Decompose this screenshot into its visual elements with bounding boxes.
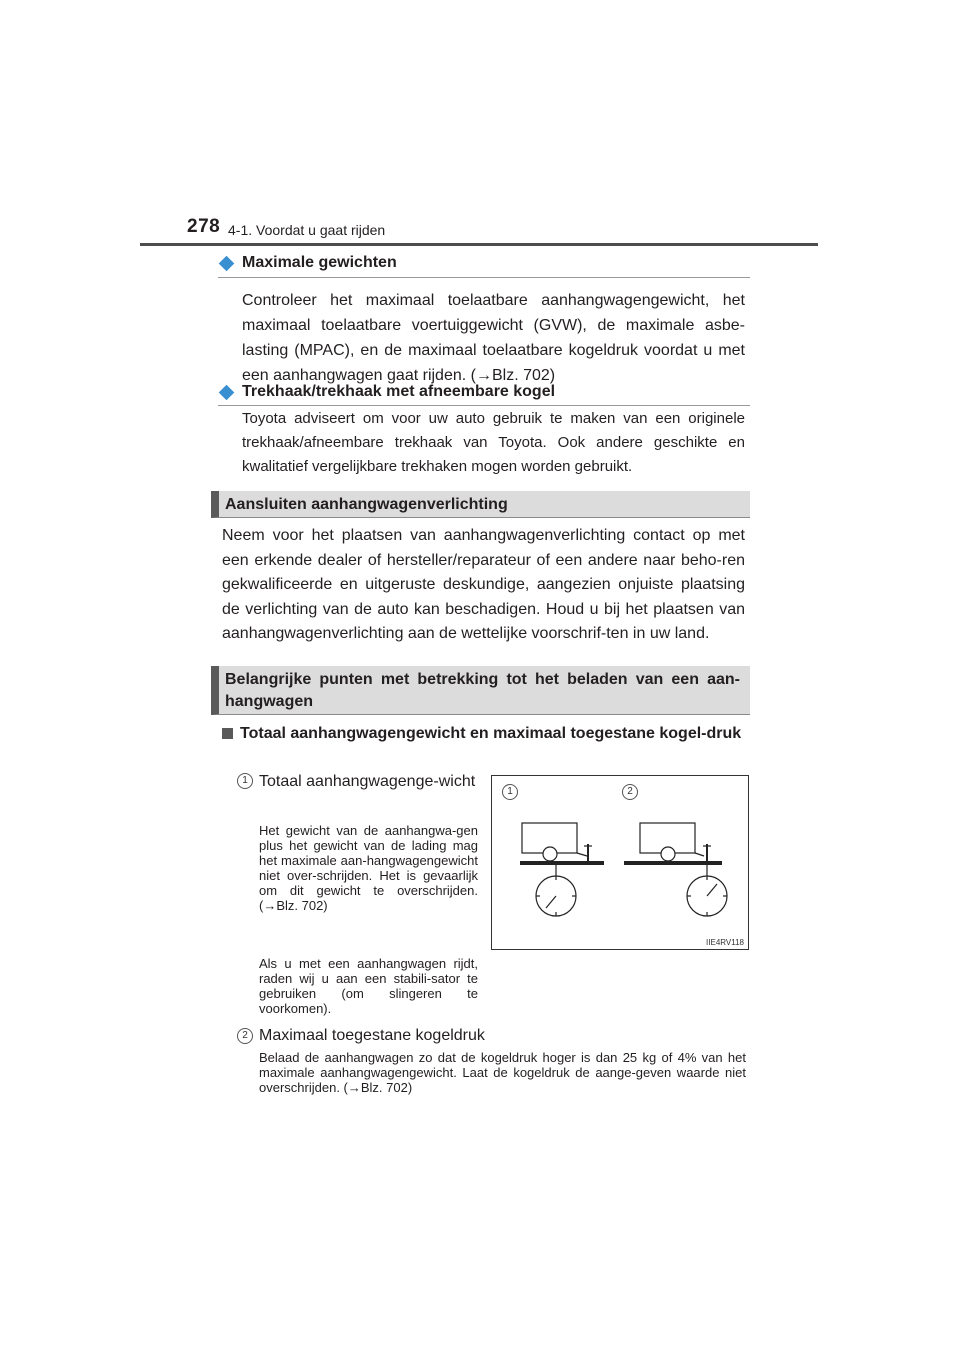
item-1-text: Het gewicht van de aanhangwa-gen plus het gewicht van de lading mag het maximale aan-hangwagengewicht niet over-schrijden. Het is gevaarlijk om dit gewicht te overschrijden. (→Blz. 702) — [259, 823, 478, 913]
divider — [218, 277, 750, 278]
max-weights-text: Controleer het maximaal toelaatbare aanhangwagengewicht, het maximaal toelaatbare voertuiggewicht (GVW), de maximale asbe-lasting (MPAC), en de maximaal toelaatbare kogeldruk voordat u met een aanhangwagen gaat rijden. (→Blz. 702) — [242, 292, 745, 384]
trailer-weight-figure — [491, 775, 749, 950]
figure-label-1: 1 — [502, 784, 518, 800]
loading-subheading: Totaal aanhangwagengewicht en maximaal toegestane kogel-druk — [222, 722, 747, 746]
lighting-section-title: Aansluiten aanhangwagenverlichting — [211, 491, 750, 518]
lighting-text: Neem voor het plaatsen van aanhangwagenverlichting contact op met een erkende dealer of hersteller/reparateur of een andere naar beho-ren gekwalificeerde en uitgeruste deskundige, aangezien onjuiste plaatsing de verlichting van de auto kan beschadigen. Houd u bij het plaatsen van aanhangwagenverlichting aan de wettelijke voorschrif-ten in uw land. — [222, 527, 745, 642]
diamond-icon — [219, 255, 235, 271]
trailer-scale-icon — [492, 796, 748, 946]
item-2-text: Belaad de aanhangwagen zo dat de kogeldruk hoger is dan 25 kg of 4% van het maximale aanhangwagengewicht. Laat de kogeldruk de aange-geven waarde niet overschrijden. (→Blz. 702) — [259, 1050, 746, 1095]
towbar-text: Toyota adviseert om voor uw auto gebruik te maken van een originele trekhaak/afneembare trekhaak van Toyota. Ook andere geschikte en kwalitatief vergelijkbare trekhaken mogen worden gebruikt. — [242, 410, 745, 475]
item-number-2: 2 — [237, 1028, 253, 1044]
item-2-title: Maximaal toegestane kogeldruk — [259, 1027, 485, 1044]
towbar-heading: Trekhaak/trekhaak met afneembare kogel — [218, 383, 555, 401]
diamond-icon — [219, 384, 235, 400]
header-rule — [140, 243, 818, 246]
item-1-title: Totaal aanhangwagenge-wicht — [259, 773, 476, 790]
divider — [218, 405, 750, 406]
square-bullet-icon — [222, 728, 233, 739]
loading-section-title: Belangrijke punten met betrekking tot het beladen van een aan-hangwagen — [211, 666, 750, 715]
max-weights-heading: Maximale gewichten — [218, 254, 397, 272]
figure-label-2: 2 — [622, 784, 638, 800]
item-1-note: Als u met een aanhangwagen rijdt, raden wij u aan een stabili-sator te gebruiken (om slingeren te voorkomen). — [259, 956, 478, 1016]
figure-code: IIE4RV118 — [706, 938, 744, 947]
item-number-1: 1 — [237, 773, 253, 789]
running-head: 4-1. Voordat u gaat rijden — [228, 222, 386, 238]
page-number: 278 — [187, 216, 221, 237]
